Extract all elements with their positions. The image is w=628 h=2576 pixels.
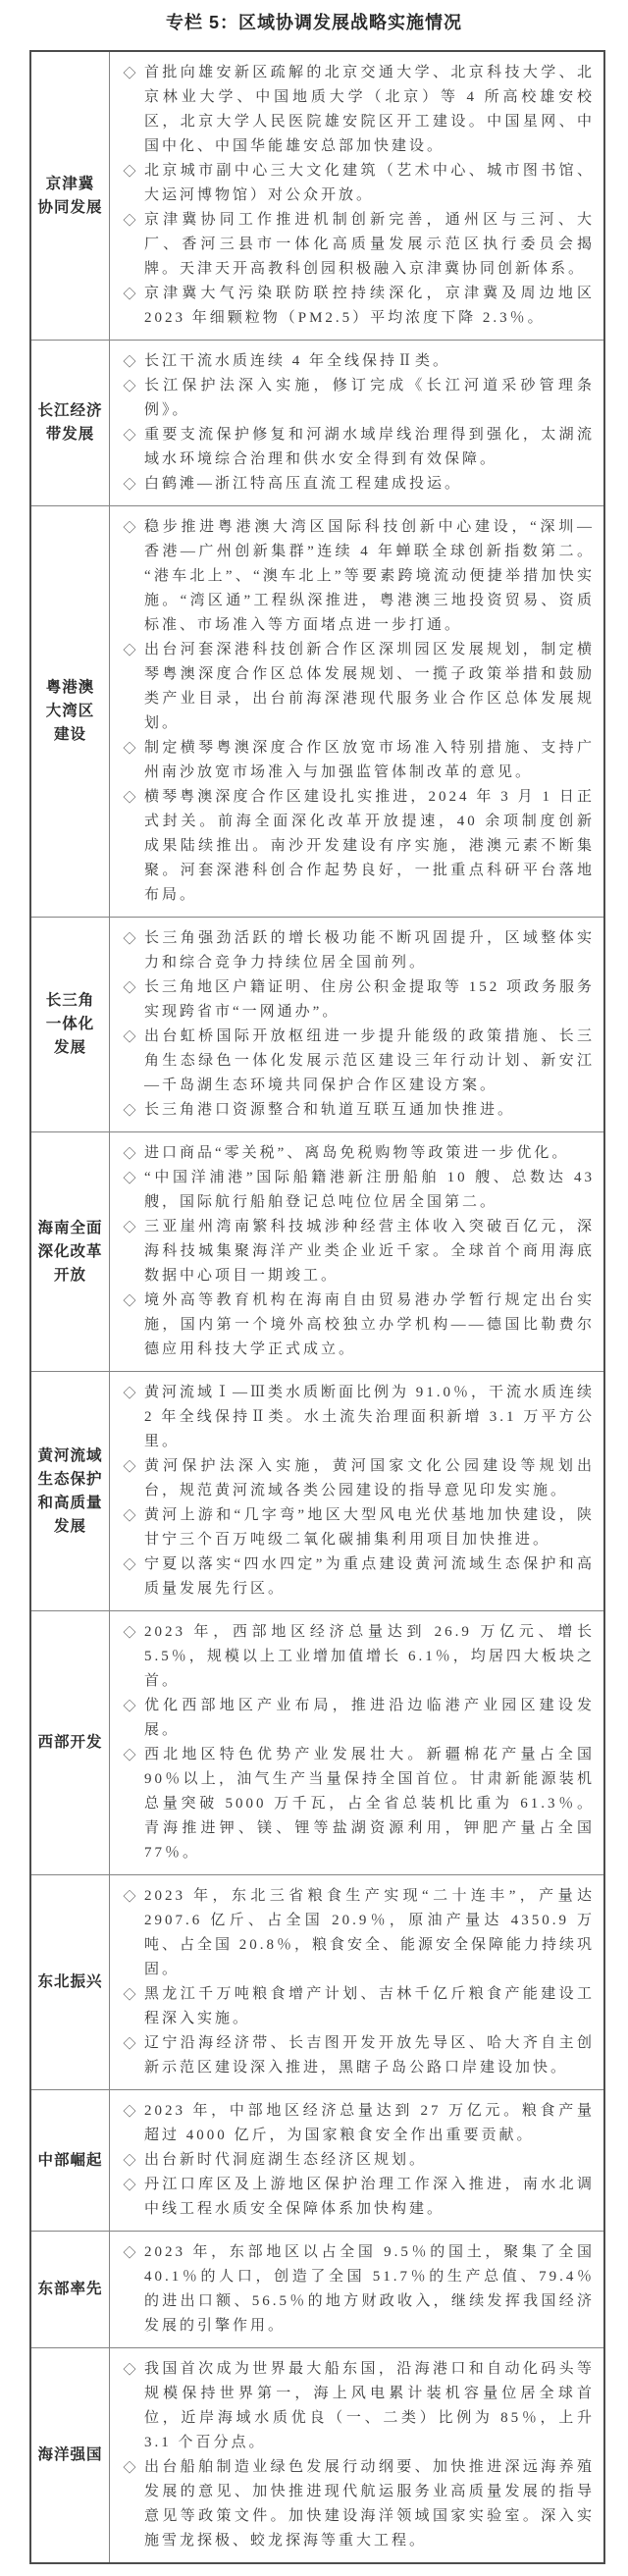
table-row	[31, 2089, 603, 2231]
bullet-item	[115, 282, 595, 331]
bullet-item	[115, 1884, 595, 1982]
diamond-bullet-icon: ◇	[123, 1625, 136, 1640]
bullet-item	[115, 638, 595, 736]
region-label-line: 海南全面	[37, 1219, 103, 1236]
table-row	[31, 1371, 603, 1610]
bullet-text: 黄河流域Ⅰ—Ⅲ类水质断面比例为 91.0％，干流水质连续 2 年全线保持Ⅱ类。水土流失治理面积新增 3.1 万平方公里。	[144, 1385, 596, 1449]
bullet-text: 横琴粤澳深度合作区建设扎实推进，2024 年 3 月 1 日正式封关。前海全面深化改革开放提速，40 余项制度创新成果陆续推出。南沙开发建设有序实施，港澳元素不断集聚。河套深港科创合作起势良好，一批重点科研平台落地布局。	[144, 789, 595, 903]
diamond-bullet-icon: ◇	[123, 520, 136, 535]
bullet-text: 2023 年，西部地区经济总量达到 26.9 万亿元、增长 5.5％，规模以上工业增加值增长 6.1％，均居四大板块之首。	[144, 1624, 595, 1689]
bullet-text: 出台新时代洞庭湖生态经济区规划。	[144, 2152, 428, 2168]
bullet-item	[115, 2240, 595, 2339]
bullet-item	[115, 2099, 595, 2148]
diamond-bullet-icon: ◇	[123, 1557, 136, 1572]
diamond-bullet-icon: ◇	[123, 1748, 136, 1762]
diamond-bullet-icon: ◇	[123, 2460, 136, 2475]
bullet-text: 重要支流保护修复和河湖水域岸线治理得到强化，太湖流域水环境综合治理和供水安全得到有效保障。	[144, 427, 595, 467]
diamond-bullet-icon: ◇	[123, 1293, 136, 1308]
bullet-text: 进口商品“零关税”、离岛免税购物等政策进一步优化。	[144, 1145, 570, 1161]
region-label-cell	[31, 2232, 110, 2347]
diamond-bullet-icon: ◇	[123, 2036, 136, 2051]
bullet-item	[115, 374, 595, 423]
page-title: 专栏 5：区域协调发展战略实施情况	[165, 13, 462, 32]
bullet-text: 长三角港口资源整合和轨道互联互通加快推进。	[144, 1102, 516, 1118]
bullet-text: 长江干流水质连续 4 年全线保持Ⅱ类。	[144, 353, 451, 369]
bullet-text: 长三角强劲活跃的增长极功能不断巩固提升，区域整体实力和综合竞争力持续位居全国前列。	[144, 930, 595, 971]
diamond-bullet-icon: ◇	[123, 2178, 136, 2192]
diamond-bullet-icon: ◇	[123, 741, 136, 756]
bullet-list	[110, 918, 603, 1131]
region-label-line: 发展	[53, 1039, 86, 1056]
bullet-item	[115, 926, 595, 975]
diamond-bullet-icon: ◇	[123, 1889, 136, 1904]
table-row	[31, 2347, 603, 2562]
region-label-line: 带发展	[45, 426, 95, 443]
diamond-bullet-icon: ◇	[123, 477, 136, 492]
bullet-item	[115, 1454, 595, 1503]
diamond-bullet-icon: ◇	[123, 1987, 136, 2002]
table-row	[31, 1874, 603, 2089]
bullet-text: 2023 年，东北三省粮食生产实现“二十连丰”，产量达 2907.6 亿斤、占全国 20.9％，原油产量达 4350.9 万吨、占全国 20.8％，粮食安全、能源安全保障能力持续巩固。	[144, 1888, 596, 1977]
diamond-bullet-icon: ◇	[123, 2362, 136, 2377]
region-label-cell	[31, 918, 110, 1131]
region-label-line: 黄河流域	[37, 1446, 103, 1464]
bullet-text: 宁夏以落实“四水四定”为重点建设黄河流域生态保护和高质量发展先行区。	[144, 1556, 595, 1597]
bullet-item	[115, 1552, 595, 1602]
diamond-bullet-icon: ◇	[123, 1103, 136, 1118]
bullet-item	[115, 423, 595, 472]
bullet-text: 丹江口库区及上游地区保护治理工作深入推进，南水北调中线工程水质安全保障体系加快构建。	[144, 2177, 595, 2217]
region-label-line: 发展	[53, 1517, 86, 1535]
region-label-line: 建设	[53, 726, 86, 743]
bullet-text: 三亚崖州湾南繁科技城涉种经营主体收入突破百亿元，深海科技城集聚海洋产业类企业近千家。全球首个商用海底数据中心项目一期竣工。	[144, 1219, 595, 1284]
diamond-bullet-icon: ◇	[123, 1220, 136, 1235]
diamond-bullet-icon: ◇	[123, 287, 136, 301]
bullet-item	[115, 736, 595, 785]
bullet-item	[115, 208, 595, 282]
bullet-text: 黄河上游和“几字弯”地区大型风电光伏基地加快建设，陕甘宁三个百万吨级二氧化碳捕集利用项目加快推进。	[144, 1507, 595, 1548]
bullet-item	[115, 349, 595, 374]
diamond-bullet-icon: ◇	[123, 428, 136, 443]
bullet-text: 制定横琴粤澳深度合作区放宽市场准入特别措施、支持广州南沙放宽市场准入与加强监管体制改革的意见。	[144, 740, 595, 780]
diamond-bullet-icon: ◇	[123, 1386, 136, 1400]
region-label-line: 生态保护	[37, 1470, 103, 1488]
table-row	[31, 2231, 603, 2347]
bullet-text: 首批向雄安新区疏解的北京交通大学、北京科技大学、北京林业大学、中国地质大学（北京）等 4 所高校雄安校区，北京大学人民医院雄安院区开工建设。中国星网、中国中化、中国华能雄安总部加快建设。	[144, 65, 595, 154]
region-label-line: 长三角	[45, 992, 95, 1009]
diamond-bullet-icon: ◇	[123, 1508, 136, 1523]
table-row	[31, 917, 603, 1131]
bullet-text: 出台船舶制造业绿色发展行动纲要、加快推进深远海养殖发展的意见、加快推进现代航运服务业高质量发展的指导意见等政策文件。加快建设海洋领域国家实验室。深入实施雪龙探极、蛟龙探海等重大工程。	[144, 2459, 595, 2549]
diamond-bullet-icon: ◇	[123, 1459, 136, 1474]
bullet-text: 出台虹桥国际开放枢纽进一步提升能级的政策措施、长三角生态绿色一体化发展示范区建设三年行动计划、新安江—千岛湖生态环境共同保护合作区建设方案。	[144, 1028, 595, 1093]
bullet-list	[110, 1132, 603, 1371]
region-label-line: 协同发展	[37, 198, 103, 216]
bullet-item	[115, 1503, 595, 1552]
region-label-line: 东部率先	[37, 2281, 103, 2297]
bullet-item	[115, 61, 595, 159]
region-label-line: 中部崛起	[37, 2151, 103, 2169]
region-label-line: 一体化	[45, 1016, 95, 1032]
bullet-text: 长三角地区户籍证明、住房公积金提取等 152 项政务服务实现跨省市“一网通办”。	[144, 979, 596, 1020]
bullet-item	[115, 1982, 595, 2031]
bullet-text: 黄河保护法深入实施，黄河国家文化公园建设等规划出台，规范黄河流域各类公园建设的指导意见印发实施。	[144, 1458, 595, 1498]
region-label-cell	[31, 341, 110, 505]
region-label-cell	[31, 506, 110, 917]
bullet-item	[115, 1620, 595, 1694]
bullet-list	[110, 506, 603, 917]
bullet-item	[115, 1215, 595, 1288]
bullet-item	[115, 1381, 595, 1454]
region-label-cell	[31, 1611, 110, 1874]
bullet-item	[115, 2455, 595, 2553]
bullet-item	[115, 472, 595, 497]
region-label-line: 海洋强国	[37, 2446, 103, 2463]
diamond-bullet-icon: ◇	[123, 643, 136, 657]
bullet-item	[115, 2031, 595, 2080]
diamond-bullet-icon: ◇	[123, 2153, 136, 2168]
bullet-text: 京津冀大气污染联防联控持续深化，京津冀及周边地区 2023 年细颗粒物（PM2.5）平均浓度下降 2.3％。	[144, 286, 595, 326]
table-row	[31, 1610, 603, 1874]
bullet-item	[115, 1098, 595, 1123]
diamond-bullet-icon: ◇	[123, 980, 136, 995]
bullet-item	[115, 2357, 595, 2455]
region-label-cell	[31, 1132, 110, 1371]
bullet-item	[115, 2173, 595, 2222]
bullet-list	[110, 52, 603, 340]
bullet-list	[110, 1875, 603, 2089]
table-row	[31, 1131, 603, 1371]
bullet-item	[115, 1166, 595, 1215]
bullet-item	[115, 2148, 595, 2173]
bullet-text: 2023 年，东部地区以占全国 9.5％的国土，聚集了全国 40.1％的人口，创造了全国 51.7％的生产总值、79.4％的进出口额、56.5％的地方财政收入，继续发挥我国经济发展的引擎作用。	[144, 2244, 595, 2334]
table-row	[31, 52, 603, 340]
region-label-cell	[31, 1372, 110, 1610]
region-label-line: 大湾区	[45, 703, 95, 719]
region-label-line: 开放	[53, 1266, 86, 1284]
diamond-bullet-icon: ◇	[123, 1146, 136, 1161]
region-label-cell	[31, 52, 110, 340]
bullet-text: 白鹤滩—浙江特高压直流工程建成投运。	[144, 476, 463, 492]
diamond-bullet-icon: ◇	[123, 2104, 136, 2119]
bullet-text: 稳步推进粤港澳大湾区国际科技创新中心建设，“深圳—香港—广州创新集群”连续 4 年蝉联全球创新指数第二。“港车北上”、“澳车北上”等要素跨境流动便捷举措加快实施。“湾区通”工程纵深推进，粤港澳三地投资贸易、资质标准、市场准入等方面堵点进一步打通。	[144, 519, 595, 633]
bullet-item	[115, 785, 595, 908]
bullet-text: 长江保护法深入实施，修订完成《长江河道采砂管理条例》。	[144, 378, 595, 418]
table-row	[31, 505, 603, 917]
bullet-text: 境外高等教育机构在海南自由贸易港办学暂行规定出台实施，国内第一个境外高校独立办学机构——德国比勒费尔德应用科技大学正式成立。	[144, 1292, 595, 1357]
bullet-item	[115, 1694, 595, 1743]
diamond-bullet-icon: ◇	[123, 1171, 136, 1185]
bullet-item	[115, 1743, 595, 1866]
bullet-text: 2023 年，中部地区经济总量达到 27 万亿元。粮食产量超过 4000 亿斤，为国家粮食安全作出重要贡献。	[144, 2103, 595, 2143]
bullet-text: 北京城市副中心三大文化建筑（艺术中心、城市图书馆、大运河博物馆）对公众开放。	[144, 163, 595, 203]
region-label-cell	[31, 2348, 110, 2562]
bullet-list	[110, 1372, 603, 1610]
region-label-cell	[31, 2090, 110, 2231]
diamond-bullet-icon: ◇	[123, 66, 136, 80]
diamond-bullet-icon: ◇	[123, 931, 136, 946]
bullet-text: 出台河套深港科技创新合作区深圳园区发展规划，制定横琴粤澳深度合作区总体发展规划、一揽子政策举措和鼓励类产业目录，出台前海深港现代服务业合作区总体发展规划。	[144, 642, 595, 731]
region-label-line: 东北振兴	[37, 1973, 103, 1990]
bullet-item	[115, 1288, 595, 1362]
region-label-cell	[31, 1875, 110, 2089]
bullet-item	[115, 159, 595, 208]
bullet-list	[110, 341, 603, 505]
diamond-bullet-icon: ◇	[123, 2245, 136, 2260]
diamond-bullet-icon: ◇	[123, 1699, 136, 1713]
region-label-line: 京津冀	[45, 175, 95, 192]
diamond-bullet-icon: ◇	[123, 164, 136, 179]
bullet-list	[110, 2090, 603, 2231]
box-table	[29, 50, 605, 2564]
region-label-line: 西部开发	[37, 1734, 103, 1751]
region-label-line: 长江经济	[37, 402, 103, 419]
table-row	[31, 340, 603, 505]
bullet-item	[115, 1141, 595, 1166]
region-label-line: 深化改革	[37, 1242, 103, 1260]
diamond-bullet-icon: ◇	[123, 213, 136, 228]
bullet-text: 辽宁沿海经济带、长吉图开发开放先导区、哈大齐自主创新示范区建设深入推进，黑瞎子岛公路口岸建设加快。	[144, 2035, 595, 2076]
box-table-body	[31, 52, 603, 2562]
bullet-text: 西北地区特色优势产业发展壮大。新疆棉花产量占全国 90％以上，油气生产当量保持全国首位。甘肃新能源装机总量突破 5000 万千瓦，占全省总装机比重为 61.3％。青海推进钾、镁、锂等盐湖资源利用，钾肥产量占全国 77％。	[144, 1747, 595, 1861]
bullet-item	[115, 975, 595, 1025]
bullet-list	[110, 2348, 603, 2562]
diamond-bullet-icon: ◇	[123, 354, 136, 369]
region-label-line: 和高质量	[37, 1494, 103, 1511]
bullet-text: 我国首次成为世界最大船东国，沿海港口和自动化码头等规模保持世界第一，海上风电累计装机容量位居全球首位，近岸海域水质优良（一、二类）比例为 85％，上升 3.1 个百分点。	[144, 2361, 595, 2450]
bullet-text: “中国洋浦港”国际船籍港新注册船舶 10 艘、总数达 43 艘，国际航行船舶登记总吨位位居全国第二。	[144, 1170, 595, 1210]
diamond-bullet-icon: ◇	[123, 790, 136, 805]
bullet-list	[110, 2232, 603, 2347]
region-label-line: 粤港澳	[45, 679, 95, 696]
bullet-item	[115, 1025, 595, 1098]
diamond-bullet-icon: ◇	[123, 1029, 136, 1044]
bullet-item	[115, 515, 595, 638]
bullet-text: 黑龙江千万吨粮食增产计划、吉林千亿斤粮食产能建设工程深入实施。	[144, 1986, 595, 2026]
diamond-bullet-icon: ◇	[123, 379, 136, 394]
bullet-text: 京津冀协同工作推进机制创新完善，通州区与三河、大厂、香河三县市一体化高质量发展示范区执行委员会揭牌。天津天开高教科创园积极融入京津冀协同创新体系。	[144, 212, 595, 277]
bullet-text: 优化西部地区产业布局，推进沿边临港产业园区建设发展。	[144, 1698, 595, 1738]
bullet-list	[110, 1611, 603, 1874]
